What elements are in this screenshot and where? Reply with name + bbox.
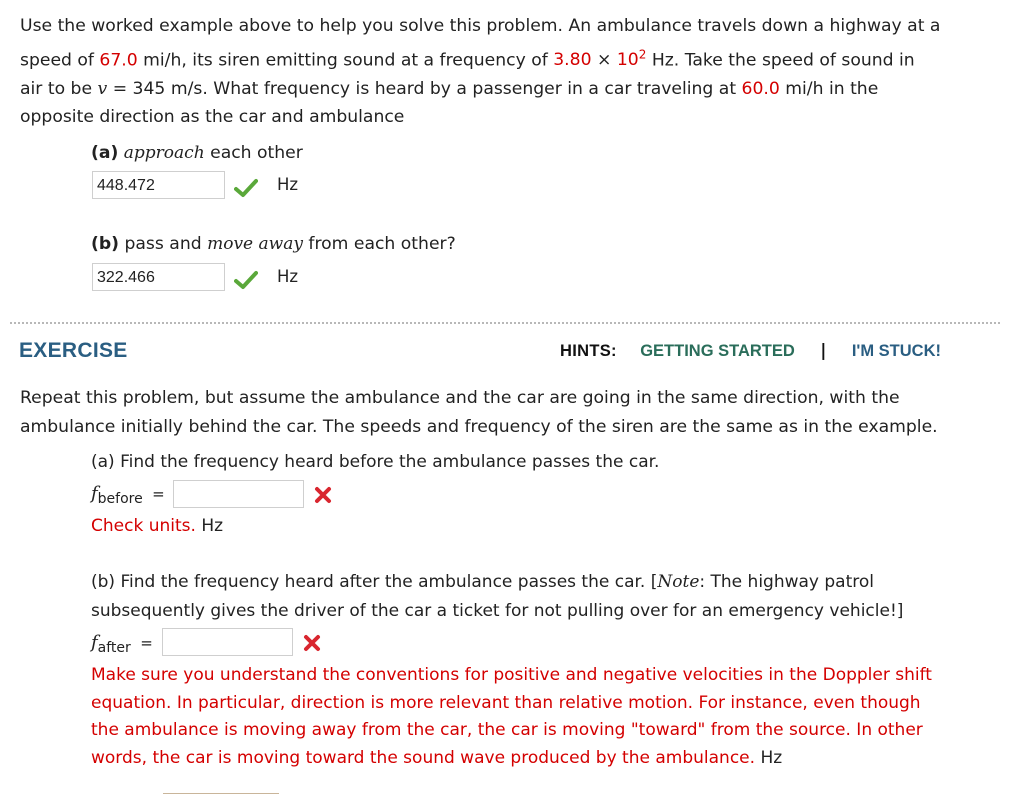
problem-text: mi/h in the bbox=[779, 78, 879, 99]
note-word: Note bbox=[657, 572, 700, 592]
check-units-feedback: Check units. bbox=[91, 516, 196, 536]
part-a-answer-field[interactable]: 448.472 bbox=[92, 171, 225, 199]
freq-mantissa: 3.80 bbox=[553, 50, 592, 71]
part-a-prompt bbox=[91, 143, 303, 163]
problem-text: Hz. Take the speed of sound in bbox=[646, 50, 915, 71]
feedback-line-1: Make sure you understand the conventions for positive and negative velocities in the Doppler shift bbox=[91, 665, 932, 685]
siren-frequency-value bbox=[553, 47, 647, 71]
problem-text: air to be bbox=[20, 78, 98, 99]
equals-sign: = bbox=[140, 634, 153, 652]
freq-base: 10 bbox=[616, 50, 639, 71]
exercise-title: EXERCISE bbox=[19, 339, 128, 362]
exercise-a-unit: Hz bbox=[201, 516, 224, 536]
problem-line-2 bbox=[20, 41, 1010, 75]
prompt-text: (b) Find the frequency heard after the ambulance passes the car. [ bbox=[91, 572, 658, 592]
f-subscript: after bbox=[97, 640, 131, 656]
v-symbol: v bbox=[97, 78, 108, 99]
feedback-text: words, the car is moving toward the sound wave produced by the ambulance. bbox=[91, 747, 756, 768]
part-b-unit: Hz bbox=[277, 267, 299, 286]
hints-bar bbox=[560, 341, 941, 361]
exercise-b-feedback bbox=[91, 662, 1011, 772]
f-before-label bbox=[91, 483, 165, 507]
problem-statement bbox=[20, 12, 1010, 132]
f-after-label bbox=[91, 632, 153, 656]
feedback-line-3: the ambulance is moving away from the car, the car is moving "toward" from the source. In other bbox=[91, 720, 923, 740]
freq-exponent: 2 bbox=[638, 47, 647, 62]
incorrect-cross-icon bbox=[314, 486, 332, 509]
problem-text: speed of bbox=[20, 50, 100, 71]
exercise-b-prompt bbox=[91, 568, 1011, 626]
feedback-line-4 bbox=[91, 745, 1011, 773]
part-b-italic: move away bbox=[207, 234, 303, 254]
exercise-b-line-1 bbox=[91, 568, 1011, 597]
exercise-intro-line-2: ambulance initially behind the car. The speeds and frequency of the siren are the same as in the example. bbox=[20, 416, 938, 437]
prompt-text: : The highway patrol bbox=[699, 572, 875, 592]
exercise-a-feedback bbox=[91, 516, 223, 536]
hints-separator: | bbox=[820, 341, 827, 361]
section-divider bbox=[10, 322, 1000, 324]
correct-check-icon bbox=[234, 270, 258, 295]
part-a-italic: approach bbox=[123, 143, 205, 163]
car-speed-value: 60.0 bbox=[741, 78, 780, 99]
correct-check-icon bbox=[234, 178, 258, 203]
f-before-input[interactable] bbox=[173, 480, 304, 508]
hints-label: HINTS: bbox=[560, 342, 617, 360]
part-b-answer-field[interactable]: 322.466 bbox=[92, 263, 225, 291]
next-section-edge bbox=[163, 793, 279, 794]
part-b-text: pass and bbox=[119, 234, 208, 254]
f-variable: f bbox=[91, 483, 98, 504]
exercise-b-line-2: subsequently gives the driver of the car a ticket for not pulling over for an emergency vehicle!] bbox=[91, 601, 904, 621]
part-a-text: each other bbox=[204, 143, 303, 163]
f-subscript: before bbox=[97, 491, 143, 507]
exercise-intro bbox=[20, 384, 1010, 441]
exercise-b-unit: Hz bbox=[760, 747, 783, 768]
problem-line-4: opposite direction as the car and ambulance bbox=[20, 107, 405, 128]
incorrect-cross-icon bbox=[303, 634, 321, 657]
problem-text: = 345 m/s. What frequency is heard by a passenger in a car traveling at bbox=[107, 78, 742, 99]
equals-sign: = bbox=[152, 485, 165, 503]
exercise-intro-line-1: Repeat this problem, but assume the ambulance and the car are going in the same direction, with the bbox=[20, 388, 900, 408]
im-stuck-link[interactable]: I'M STUCK! bbox=[851, 342, 942, 360]
part-a-unit: Hz bbox=[277, 175, 299, 194]
ambulance-speed-value: 67.0 bbox=[99, 50, 138, 71]
part-a-label: (a) bbox=[91, 143, 119, 163]
part-b-prompt bbox=[91, 234, 456, 254]
problem-text: mi/h, its siren emitting sound at a frequency of bbox=[137, 50, 554, 71]
part-b-label: (b) bbox=[91, 234, 120, 254]
f-variable: f bbox=[91, 632, 98, 653]
freq-times: × bbox=[591, 50, 617, 71]
problem-line-1: Use the worked example above to help you solve this problem. An ambulance travels down a highway at a bbox=[20, 16, 941, 36]
getting-started-link[interactable]: GETTING STARTED bbox=[640, 342, 795, 360]
problem-line-3 bbox=[20, 75, 1010, 104]
exercise-a-prompt: (a) Find the frequency heard before the ambulance passes the car. bbox=[91, 452, 660, 472]
f-after-input[interactable] bbox=[162, 628, 293, 656]
part-b-text: from each other? bbox=[302, 234, 456, 254]
feedback-line-2: equation. In particular, direction is more relevant than relative motion. For instance, even though bbox=[91, 692, 921, 713]
